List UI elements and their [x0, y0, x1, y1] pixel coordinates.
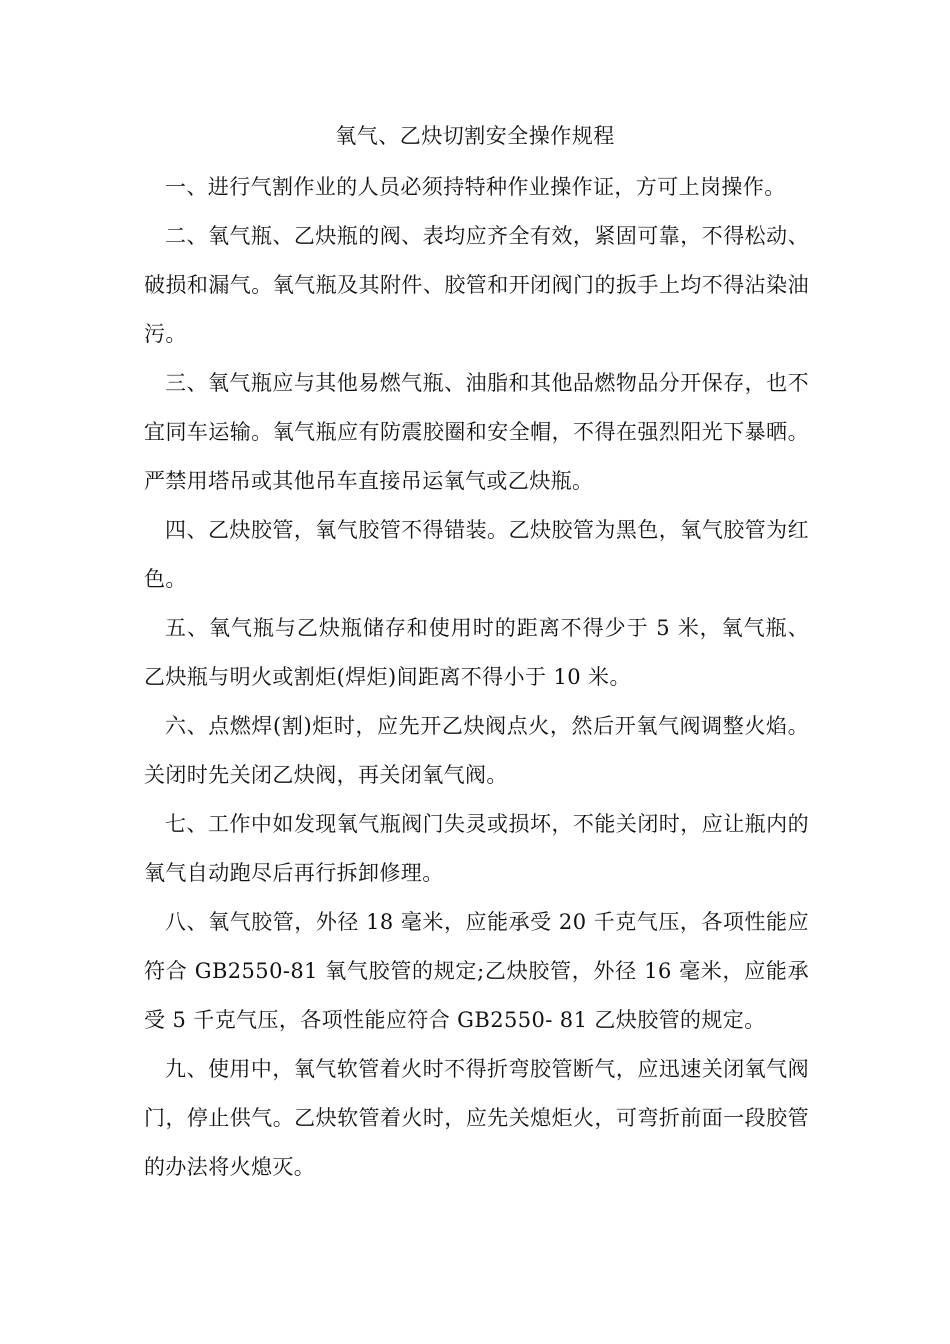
rule-paragraph-2: 二、氧气瓶、乙炔瓶的阀、表均应齐全有效，紧固可靠，不得松动、破损和漏气。氧气瓶及其附件、胶管和开闭阀门的扳手上均不得沾染油污。 — [144, 224, 809, 346]
rule-paragraph-6: 六、点燃焊(割)炬时，应先开乙炔阀点火，然后开氧气阀调整火焰。关闭时先关闭乙炔阀，再关闭氧气阀。 — [144, 714, 809, 787]
document-title: 氧气、乙炔切割安全操作规程 — [335, 124, 615, 148]
rule-paragraph-1: 一、进行气割作业的人员必须持特种作业操作证，方可上岗操作。 — [165, 175, 786, 199]
document-body — [144, 163, 809, 1192]
rule-paragraph-9: 九、使用中，氧气软管着火时不得折弯胶管断气，应迅速关闭氧气阀门，停止供气。乙炔软管着火时，应先关熄炬火，可弯折前面一段胶管的办法将火熄灭。 — [144, 1057, 809, 1179]
rule-paragraph-5: 五、氧气瓶与乙炔瓶储存和使用时的距离不得少于 5 米，氧气瓶、乙炔瓶与明火或割炬(焊炬)间距离不得小于 10 米。 — [144, 616, 809, 689]
rule-paragraph-3: 三、氧气瓶应与其他易燃气瓶、油脂和其他品燃物品分开保存，也不宜同车运输。氧气瓶应有防震胶圈和安全帽，不得在强烈阳光下暴晒。严禁用塔吊或其他吊车直接吊运氧气或乙炔瓶。 — [144, 371, 809, 493]
rule-paragraph-4: 四、乙炔胶管，氧气胶管不得错装。乙炔胶管为黑色，氧气胶管为红色。 — [144, 518, 809, 591]
rule-paragraph-8: 八、氧气胶管，外径 18 毫米，应能承受 20 千克气压，各项性能应符合 GB2550-81 氧气胶管的规定;乙炔胶管，外径 16 毫米，应能承受 5 千克气压，各项性能应符合 GB2550- 81 乙炔胶管的规定。 — [144, 910, 809, 1032]
rule-paragraph-7: 七、工作中如发现氧气瓶阀门失灵或损坏，不能关闭时，应让瓶内的氧气自动跑尽后再行拆卸修理。 — [144, 812, 809, 885]
